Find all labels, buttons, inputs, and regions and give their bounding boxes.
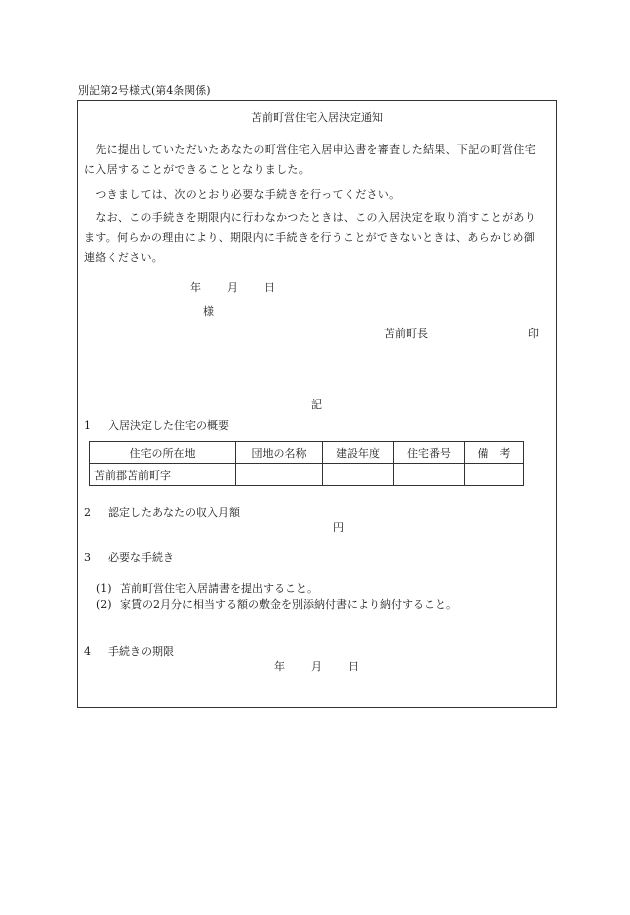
- section-2-heading: [84, 506, 240, 520]
- paragraph-1: [84, 140, 544, 180]
- deadline-date: [274, 660, 359, 674]
- section-4-heading: [84, 645, 174, 659]
- deadline-day: 日: [348, 660, 359, 673]
- section-3-number: 3: [84, 551, 91, 564]
- paragraph-3-text: なお、この手続きを期限内に行わなかつたときは、この入居決定を取り消すことがあります。何らかの理由により、期限内に手続きを行うことができないときは、あらかじめ御連絡ください。: [84, 211, 537, 264]
- procedure-2-number: (2): [96, 598, 112, 611]
- date-day: 日: [264, 281, 275, 294]
- notice-date: [190, 281, 275, 295]
- section-2-label: 認定したあなたの収入月額: [108, 506, 240, 519]
- table-header-complex-name: 団地の名称: [236, 442, 323, 464]
- ki-heading: 記: [311, 398, 322, 411]
- table-cell-remarks: [465, 464, 524, 486]
- document-title: 苫前町営住宅入居決定通知: [251, 111, 383, 124]
- deadline-month: 月: [311, 660, 322, 673]
- table-header-row: [90, 442, 524, 464]
- addressee-suffix: 様: [203, 305, 214, 318]
- form-label: 別記第2号様式(第4条関係): [78, 84, 211, 97]
- paragraph-1-text: 先に提出していただいたあなたの町営住宅入居申込書を審査した結果、下記の町営住宅に入居することができることとなりました。: [84, 143, 537, 176]
- date-month: 月: [227, 281, 238, 294]
- paragraph-2-text: つきましては、次のとおり必要な手続きを行ってください。: [95, 188, 401, 201]
- table-cell-house-number: [394, 464, 465, 486]
- income-unit: 円: [333, 521, 344, 534]
- section-3-heading: [84, 551, 174, 565]
- paragraph-2: [84, 185, 544, 205]
- table-header-location: 住宅の所在地: [90, 442, 236, 464]
- procedure-item-2: [96, 598, 457, 612]
- table-cell-construction-year: [323, 464, 394, 486]
- procedure-1-text: 苫前町営住宅入居請書を提出すること。: [120, 582, 318, 595]
- deadline-year: 年: [274, 660, 285, 673]
- section-1-number: 1: [84, 419, 91, 432]
- procedure-item-1: [96, 582, 318, 596]
- table-cell-location: 苫前郡苫前町字: [90, 464, 236, 486]
- issuer-name: 苫前町長: [384, 327, 428, 340]
- table-header-construction-year: 建設年度: [323, 442, 394, 464]
- paragraph-3: [84, 208, 544, 268]
- table-cell-complex-name: [236, 464, 323, 486]
- seal-mark: 印: [528, 327, 539, 340]
- procedure-1-number: (1): [96, 582, 112, 595]
- table-row: [90, 464, 524, 486]
- section-4-number: 4: [84, 645, 91, 658]
- section-2-number: 2: [84, 506, 91, 519]
- table-header-remarks: 備 考: [465, 442, 524, 464]
- section-4-label: 手続きの期限: [108, 645, 174, 658]
- date-year: 年: [190, 281, 201, 294]
- section-1-heading: [84, 419, 229, 433]
- housing-summary-table: [89, 441, 524, 486]
- section-3-label: 必要な手続き: [108, 551, 174, 564]
- procedure-2-text: 家賃の2月分に相当する額の敷金を別添納付書により納付すること。: [120, 598, 457, 611]
- table-header-house-number: 住宅番号: [394, 442, 465, 464]
- section-1-label: 入居決定した住宅の概要: [108, 419, 229, 432]
